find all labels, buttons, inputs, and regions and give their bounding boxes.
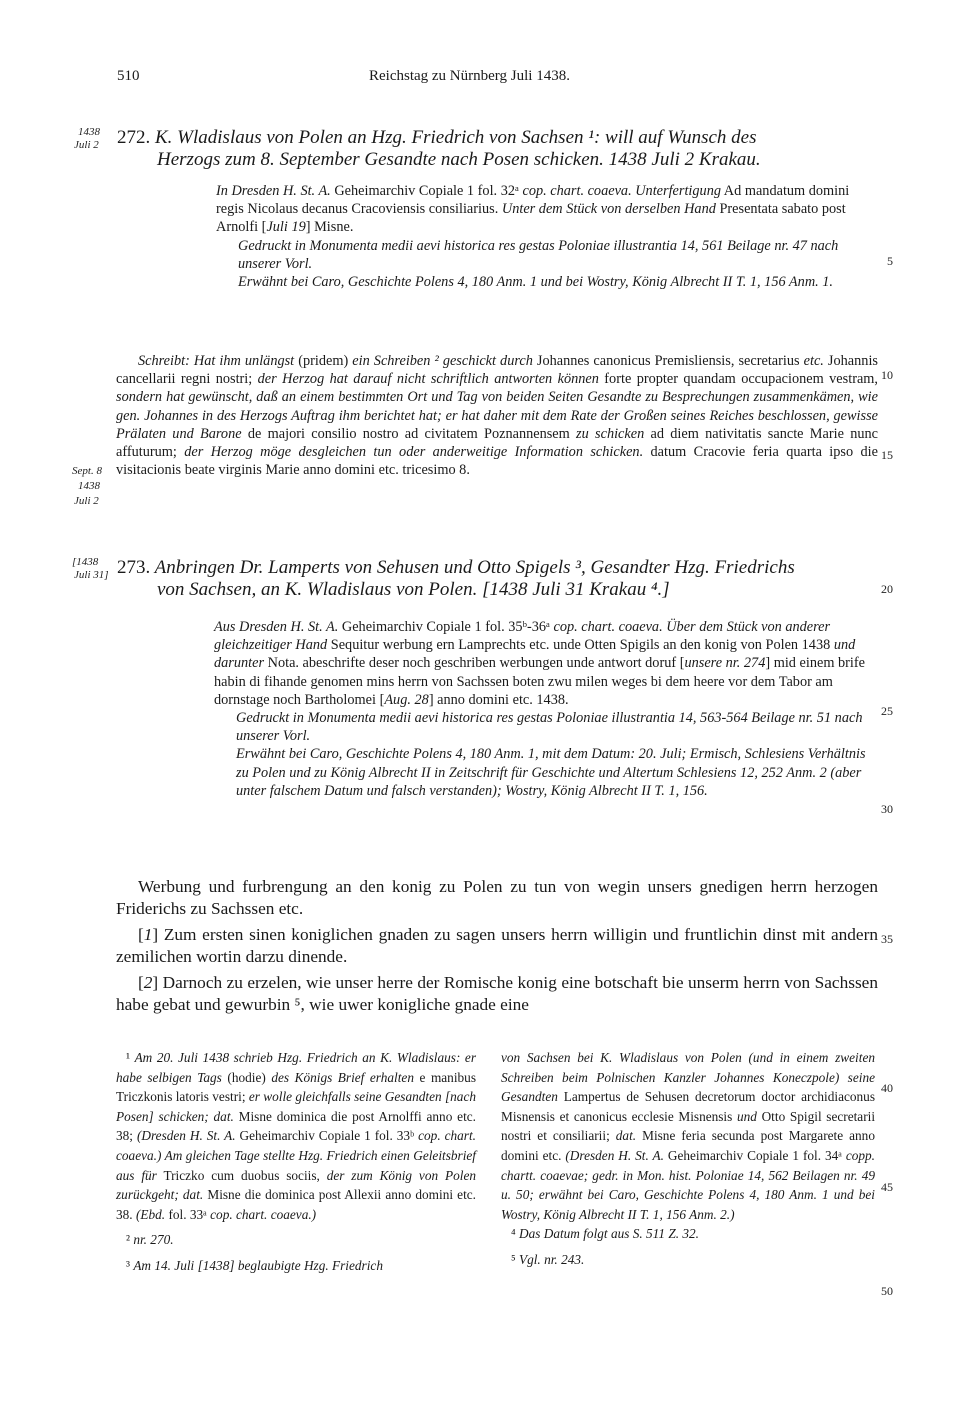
doc-272-number: 272. <box>117 127 151 148</box>
page-number: 510 <box>117 68 140 84</box>
doc-272-apparatus <box>216 182 876 291</box>
line-number: 35 <box>881 932 893 946</box>
line-number: 30 <box>881 802 893 816</box>
mentioned-note: Erwähnt bei Caro, Geschichte Polens 4, 180 Anm. 1 und bei Wostry, König Albrecht II T. 1, 156 Anm. 1. <box>238 274 834 291</box>
line-number: 45 <box>881 1180 893 1194</box>
text-paragraph: Werbung und furbrengung an den konig zu Polen zu tun von wegin unsers gnedigen herrn herzogen Friderichs zu Sachssen etc. <box>116 877 878 918</box>
margin-date: Juli 2 <box>74 139 99 151</box>
doc-273-title-line-2: von Sachsen, an K. Wladislaus von Polen. [1438 Juli 31 Krakau ⁴.] <box>157 579 670 600</box>
footnote-5: ⁵ Vgl. nr. 243. <box>511 1251 585 1267</box>
margin-date: 1438 <box>78 126 100 138</box>
text-paragraph: [2] Darnoch zu erzelen, wie unser herre der Romische konig eine botschaft bie unserm herrn von Sachssen habe gebat und gewurbin ⁵, wie uwer konigliche gnade eine <box>116 973 878 1014</box>
line-number: 25 <box>881 704 893 718</box>
footnote-4: ⁴ Das Datum folgt aus S. 511 Z. 32. <box>511 1226 699 1242</box>
line-number: 10 <box>881 368 893 382</box>
footnotes-left <box>116 1048 476 1276</box>
footnotes-right <box>501 1048 875 1270</box>
doc-273-title-line-1: 273. Anbringen Dr. Lamperts von Sehusen und Otto Spigels ³, Gesandter Hzg. Friedrichs <box>117 557 795 578</box>
doc-272-title-line-2: Herzogs zum 8. September Gesandte nach Posen schicken. 1438 Juli 2 Krakau. <box>157 149 761 170</box>
footnote-2: ² nr. 270. <box>126 1232 174 1248</box>
footnote-3-continued: von Sachsen bei K. Wladislaus von Polen (und in einem zweiten Schreiben beim Polnischen Kanzler Johannes Koneczpole) seine Gesandten Lampertus de Sehusen decretorum doctor archidiaconus Misnensis et canonicus ecclesie Misnensis und Otto Spigil secretarii nostri et consiliarii; dat. Misne feria secunda post Margarete anno domini etc. (Dresden H. St. A. Geheimarchiv Copiale 1 fol. 34ᵃ copp. chartt. coaevae; gedr. in Mon. hist. Poloniae 14, 562 Beilagen nr. 49 u. 50; erwähnt bei Caro, Geschichte Polens 4, 180 Anm. 1 und bei Wostry, König Albrecht II T. 1, 156 Anm. 2.) <box>501 1050 876 1222</box>
text-paragraph: [1] Zum ersten sinen koniglichen gnaden zu sagen unsers herrn willigin und fruntlichin dinst mit andern zemilichen wortin darzu dinende. <box>116 925 878 966</box>
doc-273-text <box>116 876 878 1020</box>
line-number: 5 <box>887 254 893 268</box>
line-number: 40 <box>881 1081 893 1095</box>
margin-date: Sept. 8 <box>72 465 102 477</box>
doc-273-number: 273. <box>117 557 151 578</box>
source-note: In Dresden H. St. A. Geheimarchiv Copiale 1 fol. 32ᵃ cop. chart. coaeva. Unterfertigung Ad mandatum domini regis Nicolaus decanus Cracoviensis consiliarius. Unter dem Stück von derselben Hand Presentata sabato post Arnolfi [Juli 19] Misne. <box>216 183 850 236</box>
doc-273-apparatus <box>214 618 876 800</box>
source-note: Aus Dresden H. St. A. Geheimarchiv Copiale 1 fol. 35ᵇ-36ᵃ cop. chart. coaeva. Über dem Stück von anderer gleichzeitiger Hand Sequitur werbung ern Lamprechts etc. unde Otten Spigils an den konig von Polen 1438 und darunter Nota. abeschrifte deser noch geschriben werbungen unde antwort doruf [unsere nr. 274] mid einem brife habin di fihande genomen mins herrn von Sachssen boten zwu milen weges bi dem heere vor dem Tabor am dornstage noch Bartholomei [Aug. 28] anno domini etc. 1438. <box>214 619 866 708</box>
footnote-1: ¹ Am 20. Juli 1438 schrieb Hzg. Friedrich an K. Wladislaus: er habe selbigen Tags (hodie) des Königs Brief erhalten e manibus Triczkonis latoris vestri; er wolle gleichfalls seine Gesandten [nach Posen] schicken; dat. Misne dominica die post Arnolffi anno etc. 38; (Dresden H. St. A. Geheimarchiv Copiale 1 fol. 33ᵇ cop. chart. coaeva.) Am gleichen Tage stellte Hzg. Friedrich einen Geleitsbrief aus für Triczko cum duobus sociis, der zum König von Polen zurückgeht; dat. Misne die dominica post Allexii anno domini etc. 38. (Ebd. fol. 33ᵃ cop. chart. coaeva.) <box>116 1050 477 1222</box>
printed-note: Gedruckt in Monumenta medii aevi historica res gestas Poloniae illustrantia 14, 563-564 Beilage nr. 51 nach unserer Vorl. <box>236 710 863 745</box>
margin-date: 1438 <box>78 480 100 492</box>
line-number: 50 <box>881 1284 893 1298</box>
margin-date: Juli 31] <box>74 569 109 581</box>
mentioned-note: Erwähnt bei Caro, Geschichte Polens 4, 180 Anm. 1, mit dem Datum: 20. Juli; Ermisch, Schlesiens Verhältnis zu Polen und zu König Albrecht II in Zeitschrift für Geschichte und Altertum Schlesiens 12, 252 Anm. 2 (aber unter falschem Datum und falsch verstanden); Wostry, König Albrecht II T. 1, 156. <box>236 746 866 799</box>
footnote-3: ³ Am 14. Juli [1438] beglaubigte Hzg. Friedrich <box>126 1257 383 1273</box>
doc-272-summary: Schreibt: Hat ihm unlängst (pridem) ein Schreiben ² geschickt durch Johannes canonicus Premisliensis, secretarius etc. Johannis cancellarii regni nostri; der Herzog hat darauf nicht schriftlich antworten können forte propter quandam occupacionem vestram, sondern hat gewünscht, daß an einem bestimmten Ort und Tag von beiden Seiten Gesandte zu Besprechungen zusammenkämen, wie gen. Johannes in des Herzogs Auftrag ihm berichtet hat; er hat daher mit dem Rate der Großen seines Reiches beschlossen, gewisse Prälaten und Barone de majori consilio nostro ad civitatem Poznannensem zu schicken ad diem nativitatis sancte Marie nunc affuturum; der Herzog möge desgleichen tun oder anderweitige Information schicken. datum Cracovie feria quarta ipso die visitacionis beate virginis Marie anno domini etc. tricesimo 8. <box>116 353 878 479</box>
doc-272-title-line-1: 272. K. Wladislaus von Polen an Hzg. Friedrich von Sachsen ¹: will auf Wunsch des <box>117 127 757 148</box>
line-number: 15 <box>881 448 893 462</box>
line-number: 20 <box>881 582 893 596</box>
running-head: Reichstag zu Nürnberg Juli 1438. <box>369 68 570 84</box>
margin-date: Juli 2 <box>74 495 99 507</box>
printed-note: Gedruckt in Monumenta medii aevi historica res gestas Poloniae illustrantia 14, 561 Beilage nr. 47 nach unserer Vorl. <box>238 237 839 272</box>
margin-date: [1438 <box>72 556 99 568</box>
